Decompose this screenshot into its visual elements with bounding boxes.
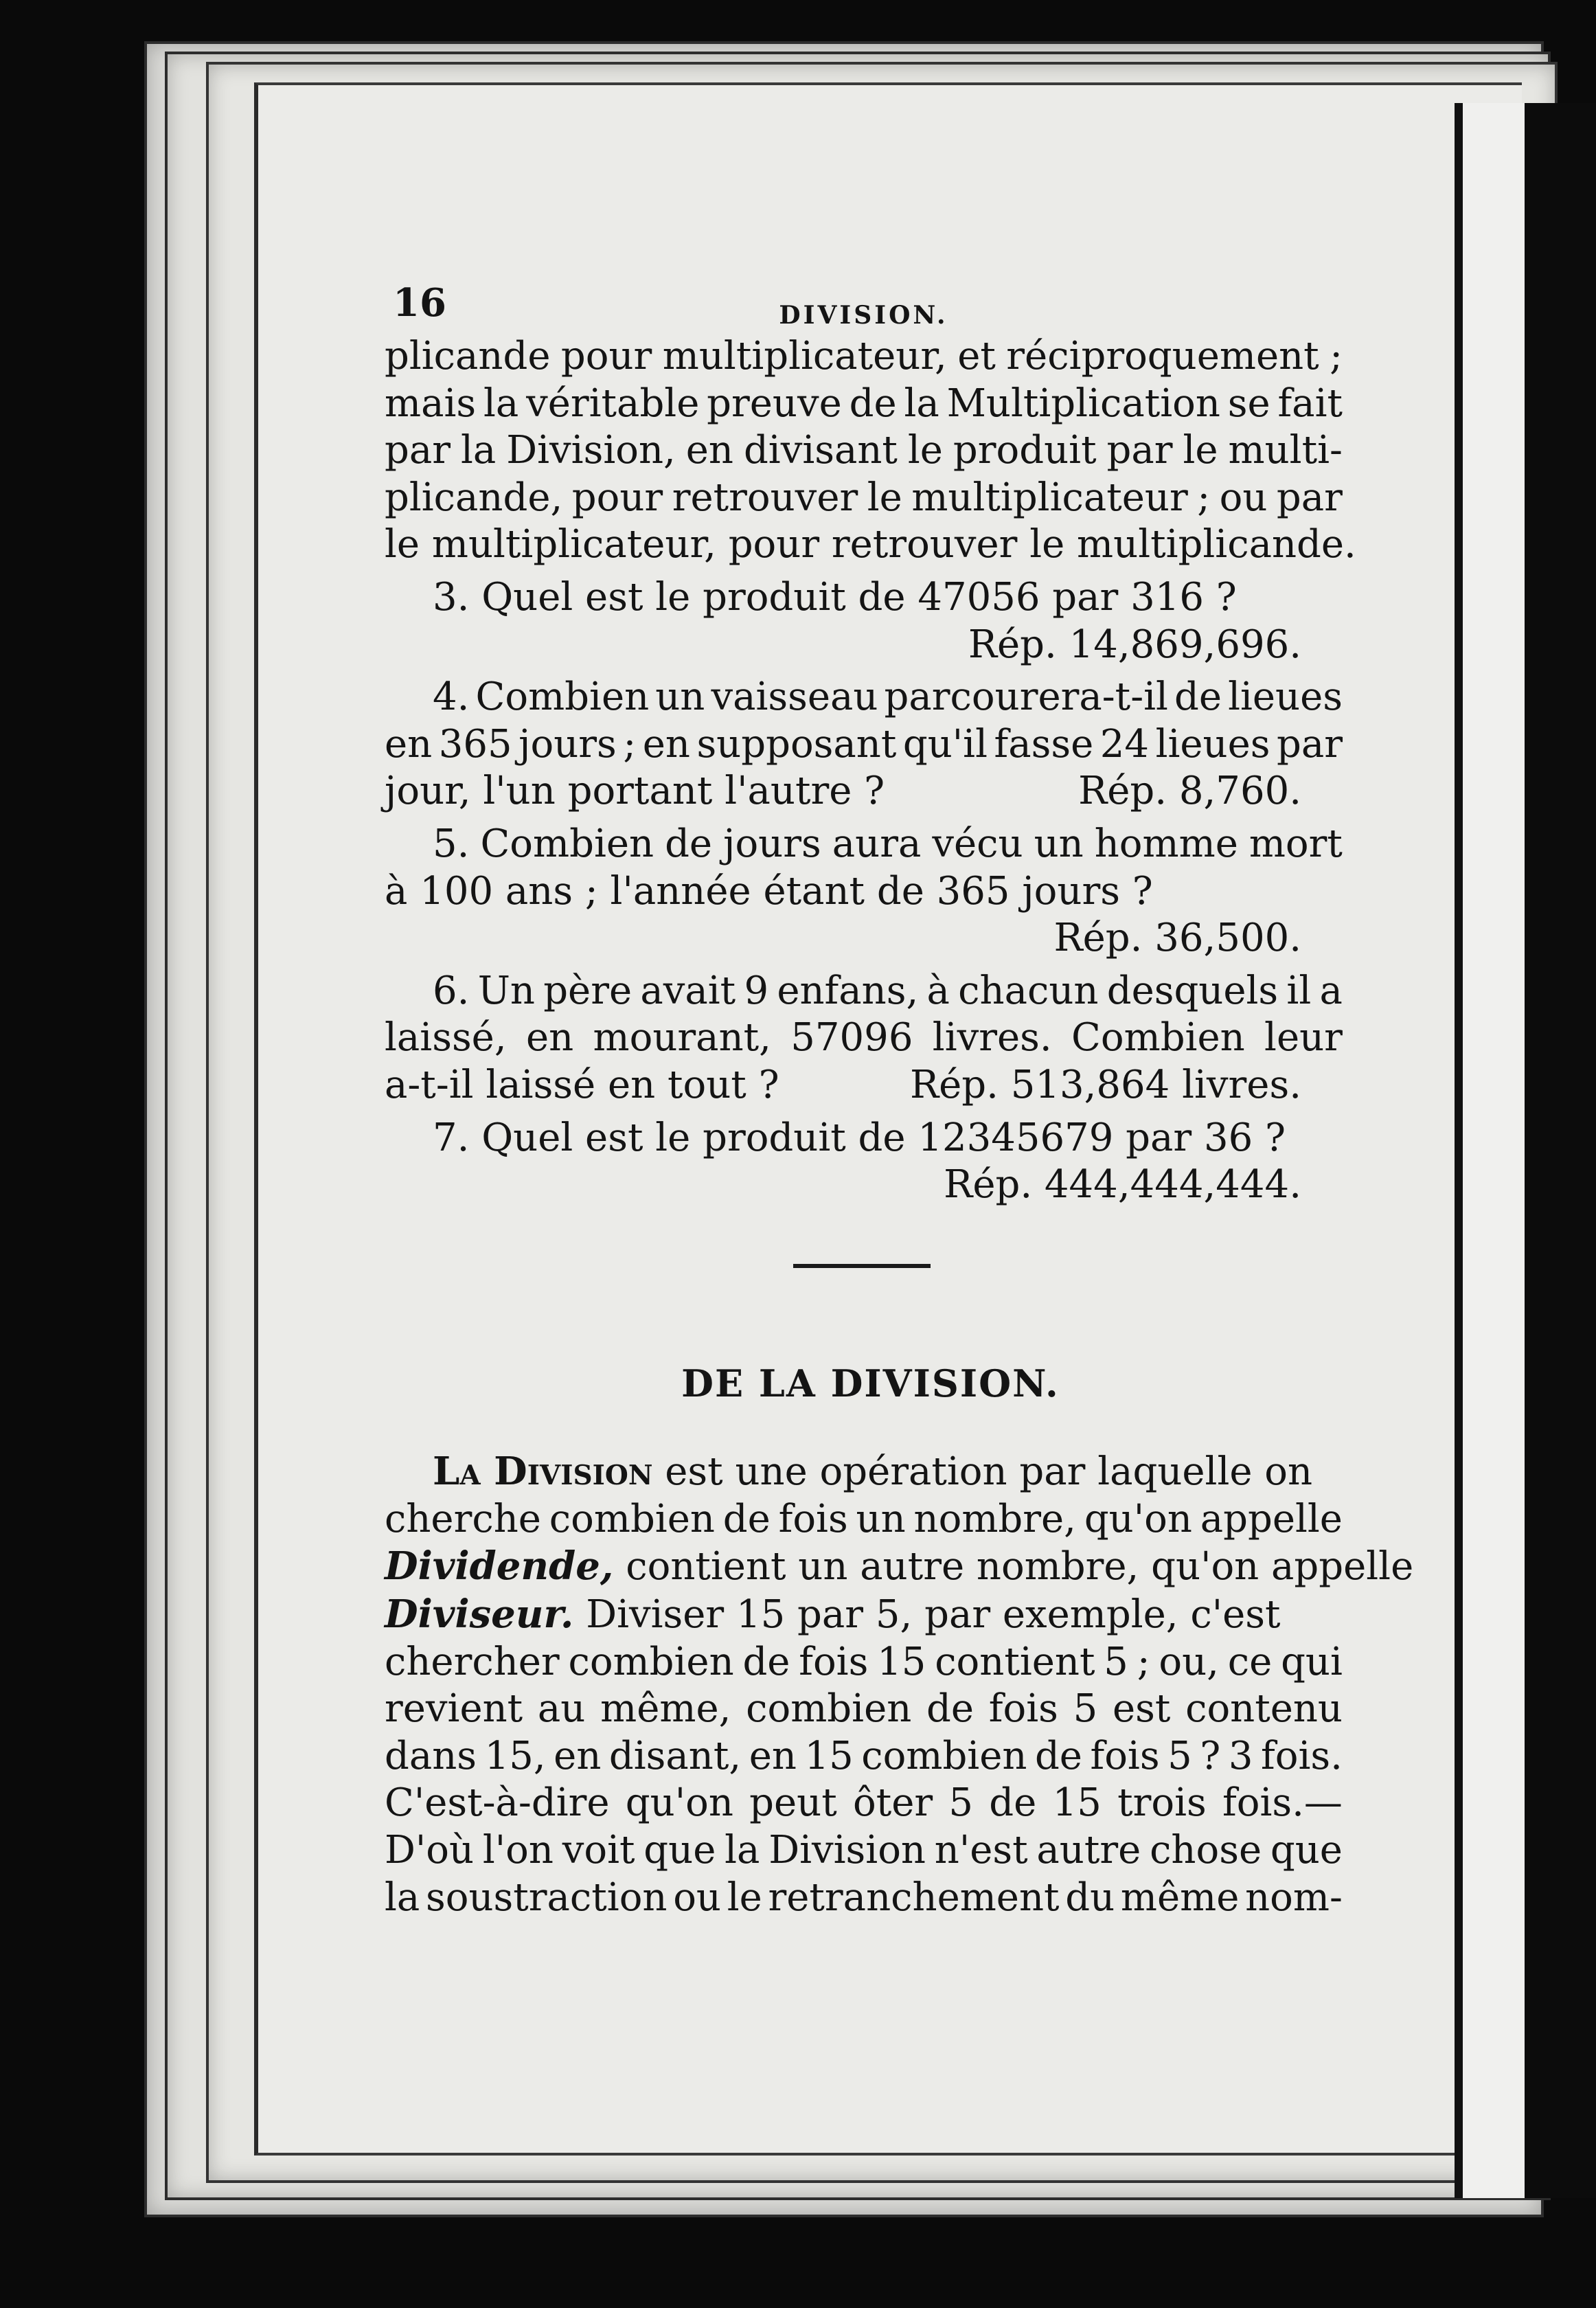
facing-page-margin: [1463, 103, 1525, 2198]
word: fois.: [1261, 1733, 1343, 1778]
word: ;: [623, 721, 637, 767]
word: père: [543, 968, 632, 1013]
word: le: [867, 475, 902, 520]
word: produit: [953, 428, 1097, 473]
word: jours: [723, 821, 821, 866]
separator-block: [385, 1209, 1343, 1360]
problem-answer: Rép. 14,869,696.: [968, 622, 1301, 667]
word: lieues: [1155, 721, 1270, 767]
word: se: [1227, 381, 1270, 426]
word: qui: [1281, 1639, 1343, 1684]
word: 5: [1073, 1686, 1098, 1732]
word: mais: [385, 381, 477, 426]
problem-question: a-t-il laissé en tout ?: [385, 1062, 779, 1107]
word: 15,: [484, 1733, 546, 1778]
problem-answer: Rép. 444,444,444.: [944, 1162, 1301, 1208]
word: vécu: [932, 821, 1023, 866]
term-dividende: Dividende,: [385, 1543, 614, 1589]
word: C'est-à-dire: [385, 1780, 610, 1826]
word: et: [957, 334, 996, 378]
word: revient: [385, 1686, 523, 1732]
problem-answer: Rép. 8,760.: [1078, 769, 1301, 814]
word: de: [742, 1639, 790, 1684]
text-fragment: Diviser 15 par 5, par exemple, c'est: [573, 1592, 1281, 1638]
word: réciproquement: [1006, 334, 1319, 378]
problem-5: [385, 821, 1343, 962]
word: par: [385, 428, 451, 473]
word: de: [1034, 1733, 1082, 1778]
word: chacun: [958, 968, 1099, 1013]
word: 15: [1052, 1780, 1102, 1826]
gutter-rule: [1455, 103, 1463, 2198]
word: contient: [935, 1639, 1095, 1684]
problem-question-last: [385, 1062, 1343, 1109]
word: fois.—: [1222, 1780, 1343, 1826]
text-line: [385, 475, 1343, 522]
word: preuve: [707, 381, 842, 426]
word: 4.: [433, 675, 470, 720]
word: D'où: [385, 1828, 475, 1873]
word: vaisseau: [711, 675, 878, 720]
word: 5: [1104, 1639, 1128, 1684]
word: retranchement: [768, 1875, 1060, 1920]
text-fragment: contient un autre nombre, qu'on appelle: [613, 1544, 1414, 1589]
problem-answer: Rép. 36,500.: [1053, 916, 1301, 961]
word: du: [1065, 1875, 1115, 1920]
word: Combien: [480, 821, 654, 866]
word: un: [655, 675, 705, 720]
word: 57096: [790, 1015, 913, 1061]
text-line: [385, 1780, 1343, 1827]
word: 6.: [433, 968, 470, 1013]
word: qu'il: [902, 721, 988, 767]
word: Multiplication: [946, 381, 1220, 426]
problem-question: [385, 821, 1343, 868]
word: mort: [1249, 821, 1343, 866]
word: a: [1319, 968, 1343, 1013]
word: homme: [1094, 821, 1238, 866]
word: Combien: [1071, 1015, 1245, 1061]
word: la: [460, 428, 497, 473]
word: le: [907, 428, 943, 473]
word: en: [685, 428, 733, 473]
word: la: [483, 381, 519, 426]
word: le: [727, 1875, 762, 1920]
word: chercher: [385, 1639, 560, 1684]
word: nom-: [1245, 1875, 1343, 1920]
word: combien: [746, 1686, 912, 1732]
problem-question: [385, 674, 1343, 721]
word: un: [856, 1496, 906, 1541]
section-title: DE LA DIVISION.: [681, 1361, 1060, 1405]
text-line: le multiplicateur, pour retrouver le multiplicande.: [385, 522, 1356, 567]
word: lieues: [1228, 675, 1343, 720]
word: fois: [778, 1496, 848, 1541]
word: ?: [1200, 1733, 1221, 1778]
word: est: [1112, 1686, 1171, 1732]
word: la: [385, 1875, 420, 1920]
word: pour: [571, 475, 663, 520]
word: la: [725, 1828, 760, 1873]
word: il: [1286, 968, 1312, 1013]
word: fasse: [994, 721, 1094, 767]
problem-question: [385, 968, 1343, 1015]
text-line: [385, 427, 1343, 475]
scan-border-right: [1525, 103, 1596, 2198]
word: combien: [861, 1733, 1027, 1778]
word: au: [537, 1686, 586, 1732]
word: 15: [877, 1639, 926, 1684]
word: disant,: [608, 1733, 742, 1778]
problem-question: à 100 ans ; l'année étant de 365 jours ?: [385, 868, 1153, 914]
word: en: [554, 1733, 602, 1778]
word: n'est: [934, 1828, 1028, 1873]
text-line: [385, 1875, 1343, 1922]
running-head: DIVISION.: [779, 301, 948, 330]
word: voit: [562, 1828, 635, 1873]
problem-6: [385, 968, 1343, 1109]
word: ;: [1330, 334, 1343, 378]
word: de: [665, 821, 713, 866]
word: plicande: [385, 334, 551, 378]
problem-question: jour, l'un portant l'autre ?: [385, 769, 885, 814]
word: en: [525, 1015, 574, 1061]
word: peut: [749, 1780, 837, 1826]
word: jours: [518, 721, 617, 767]
word: en: [642, 721, 690, 767]
text-line: [385, 1448, 1343, 1496]
word: le: [1183, 428, 1218, 473]
text-line: [385, 1543, 1414, 1591]
word: 5: [948, 1780, 974, 1826]
word: Division: [768, 1828, 926, 1873]
text-line: [385, 381, 1343, 428]
word: la: [904, 381, 939, 426]
word: desquels: [1106, 968, 1279, 1013]
word: appelle: [1200, 1496, 1343, 1541]
word: que: [1270, 1828, 1343, 1873]
text-line: [385, 1733, 1343, 1780]
word: qu'on: [1084, 1496, 1192, 1541]
word: qu'on: [625, 1780, 733, 1826]
page-number: 16: [393, 280, 446, 326]
word: livres.: [932, 1015, 1052, 1061]
word: pour: [560, 334, 652, 378]
term-diviseur: Diviseur.: [385, 1592, 574, 1638]
text-line: [385, 1496, 1343, 1543]
word: divisant: [743, 428, 898, 473]
word: même: [1120, 1875, 1240, 1920]
word: supposant: [696, 721, 897, 767]
problem-question: [385, 1015, 1343, 1062]
problem-question-last: [385, 768, 1343, 815]
problem-answer: Rép. 513,864 livres.: [909, 1062, 1301, 1107]
word: multi-: [1228, 428, 1343, 473]
word: ou: [1219, 475, 1268, 520]
word: 5.: [433, 821, 470, 866]
word: laissé,: [385, 1015, 507, 1061]
word: fois: [1090, 1733, 1160, 1778]
problem-3: [385, 574, 1343, 668]
word: ce: [1227, 1639, 1273, 1684]
word: 9: [744, 968, 769, 1013]
word: Division,: [506, 428, 676, 473]
problem-question: 3. Quel est le produit de 47056 par 316 ?: [433, 574, 1237, 620]
word: cherche: [385, 1496, 541, 1541]
word: fois: [988, 1686, 1058, 1732]
problem-7: [385, 1115, 1343, 1209]
word: de: [722, 1496, 771, 1541]
word: avait: [640, 968, 736, 1013]
word: enfans,: [777, 968, 919, 1013]
text-line: [385, 1686, 1343, 1733]
problem-4: [385, 674, 1343, 815]
word: multiplicateur: [911, 475, 1188, 520]
word: de: [989, 1780, 1037, 1826]
word: 365: [438, 721, 512, 767]
word: que: [643, 1828, 716, 1873]
word: de: [849, 381, 897, 426]
word: 15: [804, 1733, 854, 1778]
word: nombre,: [913, 1496, 1076, 1541]
word: mourant,: [593, 1015, 771, 1061]
problem-question: [385, 721, 1343, 769]
word: dans: [385, 1733, 477, 1778]
word: aura: [832, 821, 922, 866]
page-header: [385, 271, 1343, 333]
word: ou: [673, 1875, 721, 1920]
text-fragment: est une opération par laquelle on: [652, 1449, 1313, 1495]
word: contenu: [1185, 1686, 1343, 1732]
term-division: La Division: [433, 1449, 653, 1495]
word: soustraction: [426, 1875, 668, 1920]
word: Combien: [475, 675, 650, 720]
word: parcourera-t-il: [884, 675, 1168, 720]
word: trois: [1117, 1780, 1207, 1826]
word: de: [926, 1686, 974, 1732]
word: par: [1276, 721, 1343, 767]
word: 3: [1228, 1733, 1253, 1778]
word: ;: [1197, 475, 1211, 520]
word: à: [926, 968, 950, 1013]
text-line: [385, 333, 1343, 381]
word: chose: [1150, 1828, 1262, 1873]
word: autre: [1036, 1828, 1141, 1873]
text-line: [385, 1591, 1343, 1639]
word: fait: [1277, 381, 1343, 426]
word: de: [1174, 675, 1222, 720]
word: par: [1276, 475, 1343, 520]
word: plicande,: [385, 475, 563, 520]
word: par: [1106, 428, 1173, 473]
text-line: [385, 1827, 1343, 1875]
section-separator-rule: [793, 1264, 931, 1268]
word: ;: [1137, 1639, 1150, 1684]
word: multiplicateur,: [662, 334, 947, 378]
word: même,: [600, 1686, 731, 1732]
word: retrouver: [672, 475, 858, 520]
word: combien: [549, 1496, 715, 1541]
word: Un: [477, 968, 535, 1013]
word: ou,: [1159, 1639, 1219, 1684]
page-text: [385, 271, 1414, 1921]
word: fois: [799, 1639, 869, 1684]
word: un: [1034, 821, 1084, 866]
word: en: [749, 1733, 797, 1778]
word: 5: [1167, 1733, 1192, 1778]
problem-question: 7. Quel est le produit de 12345679 par 36 ?: [433, 1115, 1286, 1160]
word: combien: [568, 1639, 734, 1684]
word: l'on: [482, 1828, 554, 1873]
word: en: [385, 721, 433, 767]
word: véritable: [526, 381, 700, 426]
continuation-paragraph: [385, 333, 1356, 569]
word: leur: [1264, 1015, 1343, 1061]
division-paragraph: [385, 1448, 1414, 1921]
word: ôter: [852, 1780, 933, 1826]
text-line: [385, 1639, 1343, 1686]
word: 24: [1099, 721, 1150, 767]
